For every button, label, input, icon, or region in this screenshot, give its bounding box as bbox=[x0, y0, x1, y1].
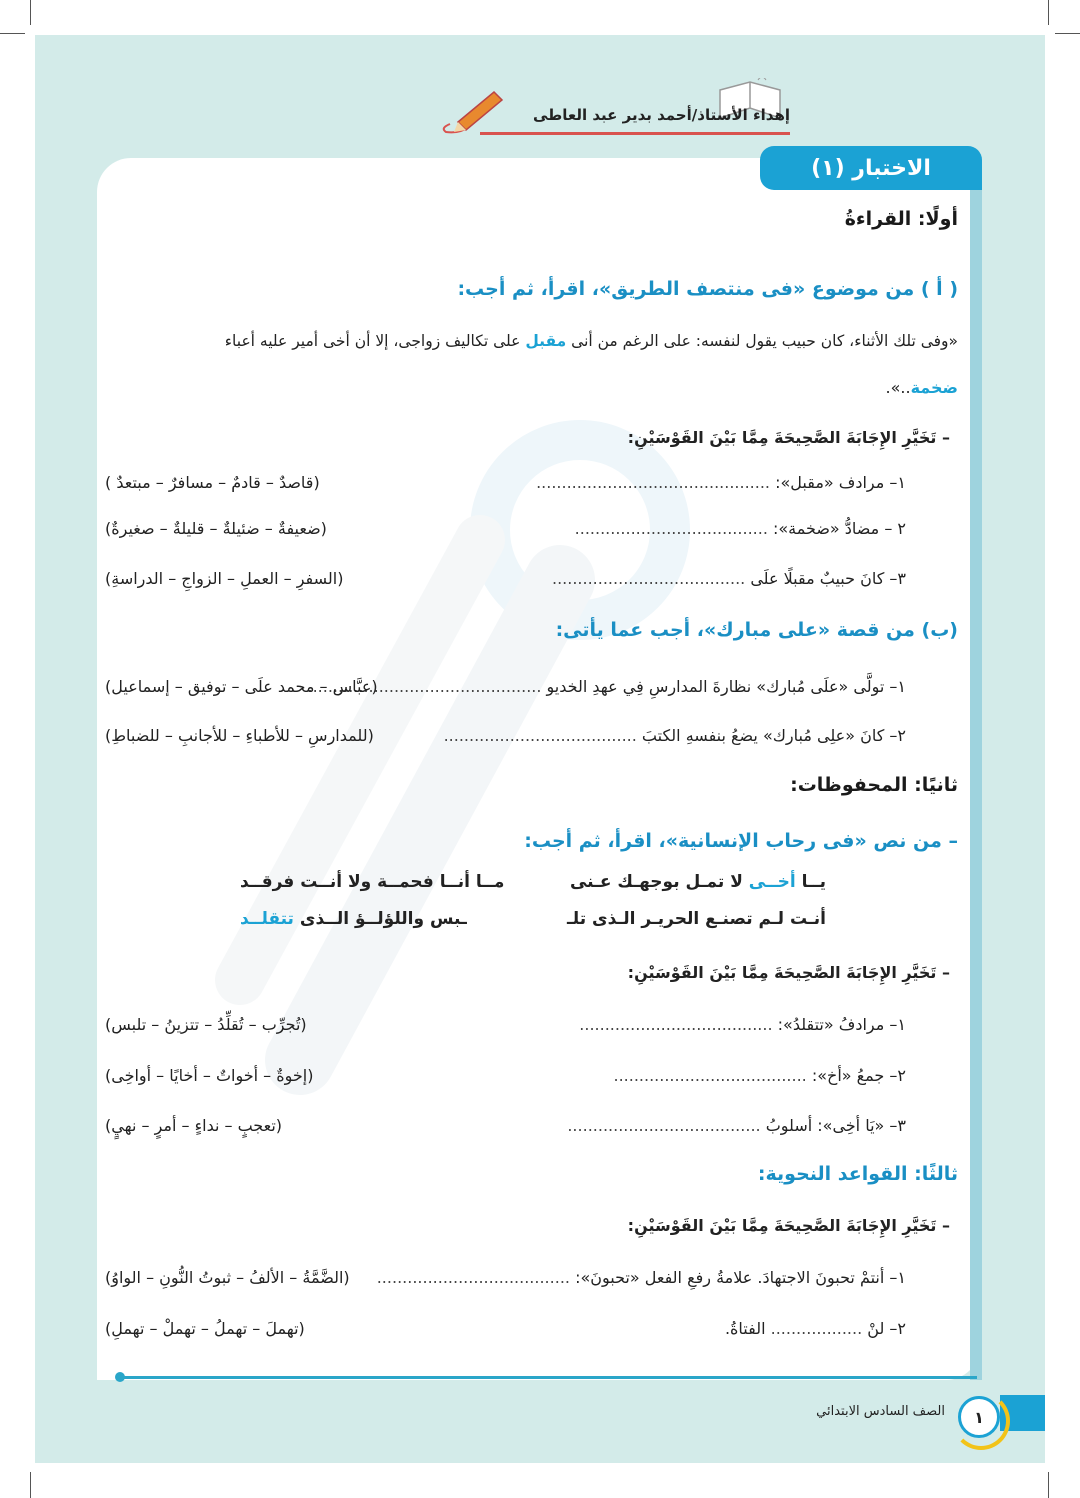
options-a1: (قاصدٌ – قادمٌ – مسافرٌ – مبتعدٌ ) bbox=[105, 473, 320, 492]
verse-2-right: أنـت لـم تصنـع الحريـر الـذى تلـ bbox=[567, 909, 826, 929]
question-2-2: ٢– جمعُ «أخ»: ...................................... bbox=[613, 1066, 906, 1085]
section-grammar-title: ثالثًا: القواعد النحوية: bbox=[757, 1163, 958, 1185]
crop-mark bbox=[1048, 0, 1049, 25]
passage-keyword: مقبل bbox=[525, 332, 567, 350]
verse-1-left: مــا أنــا فحمــة ولا أنــت فرقــد bbox=[240, 872, 505, 892]
question-b1: ١– تولَّى «علَى مُبارك» نظارةَ المدارسِ فِي عهدِ الخديو .............................................. bbox=[307, 677, 906, 696]
instruction-2: – تَخَيَّرِ الإِجَابَةَ الصَّحِيحَةَ مِمَّا بَيْنَ القَوْسَيْنِ: bbox=[627, 963, 950, 982]
part-a-heading: ( أ ) من موضوع «فى منتصف الطريق»، اقرأ، ثم أجب: bbox=[457, 278, 958, 300]
question-2-1: ١– مرادفُ «تتقلدُ»: ...................................... bbox=[579, 1015, 906, 1034]
passage-keyword: ضخمة bbox=[910, 378, 958, 397]
options-2-2: (إخوةٌ – أخواتٌ – أخايًا – أواخِى) bbox=[105, 1066, 314, 1085]
crop-mark bbox=[30, 1472, 31, 1498]
question-a2: ٢ – مضادُّ «ضخمة»: ...................................... bbox=[574, 519, 906, 538]
section-memorization-title: ثانيًا: المحفوظات: bbox=[790, 774, 958, 796]
bottom-divider bbox=[117, 1376, 977, 1379]
verse-1-right: يــا أخــى لا تمـل بوجهـك عـنى bbox=[569, 872, 826, 892]
crop-mark bbox=[30, 0, 31, 25]
question-b2: ٢– كانَ «علِى مُبارك» يضعُ بنفسهِ الكتبَ ...................................... bbox=[443, 726, 906, 745]
question-3-2: ٢– لنْ .................. الفتاةُ. bbox=[724, 1319, 906, 1338]
instruction-3: – تَخَيَّرِ الإِجَابَةَ الصَّحِيحَةَ مِمَّا بَيْنَ القَوْسَيْنِ: bbox=[627, 1216, 950, 1235]
instruction-a: – تَخَيَّرِ الإِجَابَةَ الصَّحِيحَةَ مِمَّا بَيْنَ القَوْسَيْنِ: bbox=[627, 428, 950, 447]
pencil-icon bbox=[440, 88, 510, 134]
part-b-heading: (ب) من قصة «على مبارك»، أجب عما يأتى: bbox=[555, 619, 958, 641]
question-2-3: ٣– «يَا أخِى»: أسلوبُ ...................................... bbox=[567, 1116, 906, 1135]
crop-mark bbox=[1055, 33, 1080, 34]
options-2-1: (تُجرِّب – تُقلِّدُ – تتزينُ – تلبس) bbox=[105, 1015, 307, 1034]
divider-dot bbox=[115, 1372, 125, 1382]
page-header bbox=[440, 78, 790, 140]
options-b1: (عبَّاس – محمد علَى – توفيق – إسماعيل) bbox=[105, 677, 378, 696]
options-3-1: (الضَّمَّةُ – الألفُ – ثبوتُ النُّونِ – الواوُ) bbox=[105, 1268, 350, 1287]
header-underline bbox=[480, 132, 790, 135]
passage-line-1: «وفى تلك الأثناء، كان حبيب يقول لنفسه: على الرغم من أنى مقبل على تكاليف زواجى، إلا أن أخى أمير عليه أعباء bbox=[224, 332, 958, 350]
poem-heading: – من نص «فى رحاب الإنسانية»، اقرأ، ثم أجب: bbox=[524, 830, 958, 852]
passage-line-2: ضخمة..». bbox=[885, 378, 958, 397]
options-a2: (ضعيفةٌ – ضئيلةٌ – قليلةٌ – صغيرةٌ) bbox=[105, 519, 327, 538]
question-a3: ٣– كانَ حبيبٌ مقبلًا علَى ...................................... bbox=[551, 569, 906, 588]
options-a3: (السفرِ – العملِ – الزواجِ – الدراسةِ) bbox=[105, 569, 344, 588]
verse-2-left: ـبس واللؤلــؤ الــذى تتقلــد bbox=[240, 909, 467, 929]
header-dedication: إهداء الأستاذ/أحمد بدير عبد العاطى bbox=[532, 106, 790, 124]
grade-label: الصف السادس الابتدائي bbox=[816, 1404, 945, 1419]
options-b2: (للمدارسِ – للأطباءِ – للأجانبِ – للضباطِ) bbox=[105, 726, 374, 745]
options-3-2: (تهملَ – تهملُ – تهملْ – تهملِ) bbox=[105, 1319, 305, 1338]
exam-title: الاختبار (١) bbox=[760, 146, 982, 190]
crop-mark bbox=[0, 33, 25, 34]
crop-mark bbox=[1048, 1472, 1049, 1498]
options-2-3: (تعجبٍ – نداءٍ – أمرٍ – نهيٍ) bbox=[105, 1116, 283, 1135]
question-3-1: ١– أنتمْ تحبونَ الاجتهادَ. علامةُ رفعِ الفعل «تحبونَ»: ...................................... bbox=[376, 1268, 906, 1287]
section-reading-title: أولًا: القراءةُ bbox=[844, 208, 958, 230]
paper-edge bbox=[970, 180, 982, 1380]
page-number: ١ bbox=[958, 1396, 1000, 1438]
question-a1: ١– مرادف «مقبل»: .............................................. bbox=[536, 473, 906, 492]
